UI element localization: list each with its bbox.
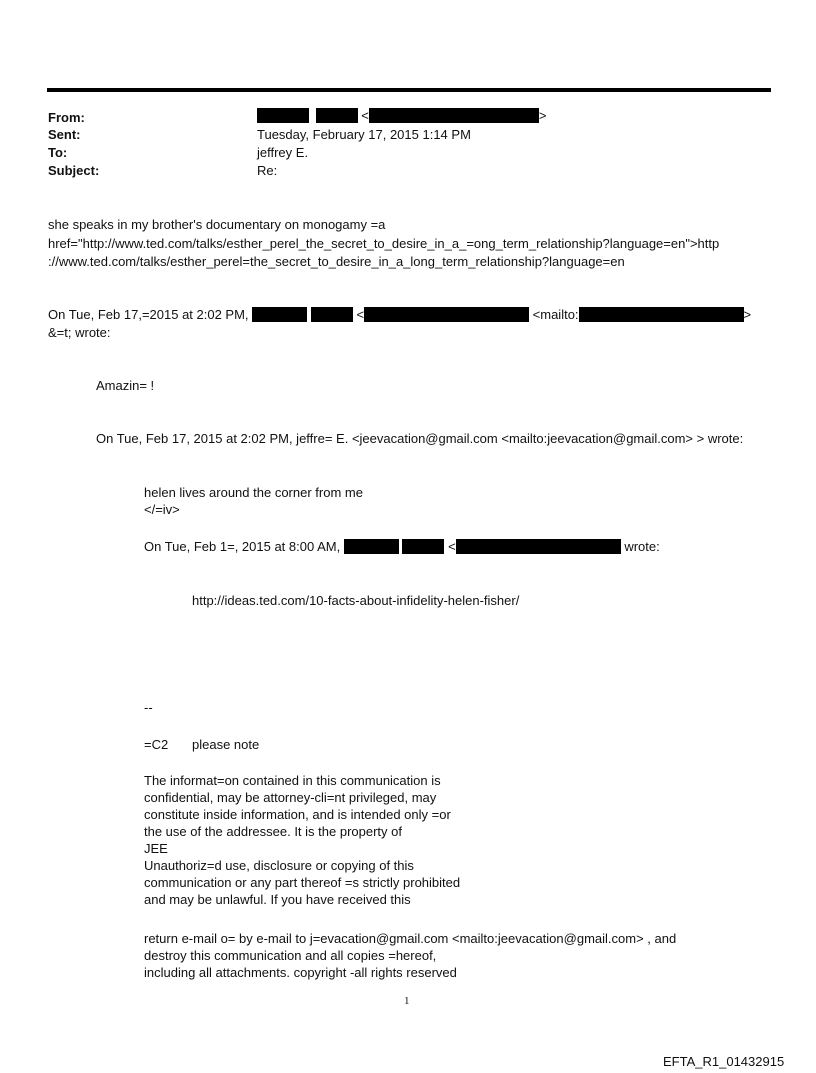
quote-intro-1 [48, 306, 751, 323]
mailto-text: <mailto: [532, 307, 579, 322]
lt-bracket: < [361, 108, 369, 123]
to-label: To: [48, 145, 68, 160]
header-rule [47, 88, 771, 92]
wrote-text: wrote: [624, 539, 660, 554]
disclaimer-line: the use of the addressee. It is the property of [144, 824, 402, 839]
redaction-block [369, 108, 539, 123]
disclaimer-line: constitute inside information, and is intended only =or [144, 807, 451, 822]
disclaimer-line: including all attachments. copyright -all rights reserved [144, 965, 457, 980]
sent-value: Tuesday, February 17, 2015 1:14 PM [257, 127, 471, 142]
quote-intro-text: On Tue, Feb 1=, 2015 at 8:00 AM, [144, 539, 341, 554]
lt-bracket: < [356, 307, 365, 322]
redaction-block [579, 307, 744, 322]
quote-text-2: Amazin= ! [96, 378, 155, 393]
redaction-block [252, 307, 307, 322]
quote-link-4[interactable]: http://ideas.ted.com/10-facts-about-infidelity-helen-fisher/ [192, 593, 520, 608]
redaction-block [456, 539, 621, 554]
disclaimer-line: communication or any part thereof =s strictly prohibited [144, 875, 461, 890]
disclaimer-line: JEE [144, 841, 168, 856]
signature-dashes: -- [144, 700, 153, 715]
gt-bracket: > [743, 307, 752, 322]
disclaimer-line: destroy this communication and all copies =hereof, [144, 948, 437, 963]
from-value [257, 108, 546, 123]
disclaimer-line: The informat=on contained in this communication is [144, 773, 441, 788]
quote-text-3: helen lives around the corner from me [144, 485, 363, 500]
quote-intro-2: On Tue, Feb 17, 2015 at 2:02 PM, jeffre= E. <jeevacation@gmail.com <mailto:jeevacation@gmail.com> > wrote: [96, 431, 744, 446]
quote-intro-3 [144, 538, 660, 555]
redaction-block [402, 539, 444, 554]
redaction-block [311, 307, 353, 322]
disclaimer-line: Unauthoriz=d use, disclosure or copying of this [144, 858, 414, 873]
disclaimer-line: return e-mail o= by e-mail to j=evacation@gmail.com <mailto:jeevacation@gmail.com> , and [144, 931, 677, 946]
redaction-block [344, 539, 399, 554]
disclaimer-line: confidential, may be attorney-cli=nt privileged, may [144, 790, 437, 805]
to-value: jeffrey E. [257, 145, 309, 160]
body-link-line[interactable]: ://www.ted.com/talks/esther_perel=the_secret_to_desire_in_a_long_term_relationship?language=en [48, 254, 625, 269]
redaction-block [257, 108, 309, 123]
quote-wrote-1: &=t; wrote: [48, 325, 111, 340]
sent-label: Sent: [48, 127, 81, 142]
body-link-line[interactable]: href="http://www.ted.com/talks/esther_perel_the_secret_to_desire_in_a_=ong_term_relationship?language=en">http [48, 236, 720, 251]
gt-bracket: > [538, 108, 547, 123]
lt-bracket: < [448, 539, 456, 554]
redaction-block [364, 307, 529, 322]
quote-text-3b: </=iv> [144, 502, 180, 517]
page-number: 1 [404, 995, 410, 1007]
from-label: From: [48, 110, 85, 125]
document-id: EFTA_R1_01432915 [663, 1054, 785, 1069]
subject-value: Re: [257, 163, 278, 178]
disclaimer-line: and may be unlawful. If you have received this [144, 892, 411, 907]
body-line: she speaks in my brother's documentary on monogamy =a [48, 217, 386, 232]
subject-label: Subject: [48, 163, 100, 178]
quote-intro-text: On Tue, Feb 17,=2015 at 2:02 PM, [48, 307, 249, 322]
signature-c2: =C2 [144, 737, 169, 752]
signature-please-note: please note [192, 737, 260, 752]
redaction-block [316, 108, 358, 123]
